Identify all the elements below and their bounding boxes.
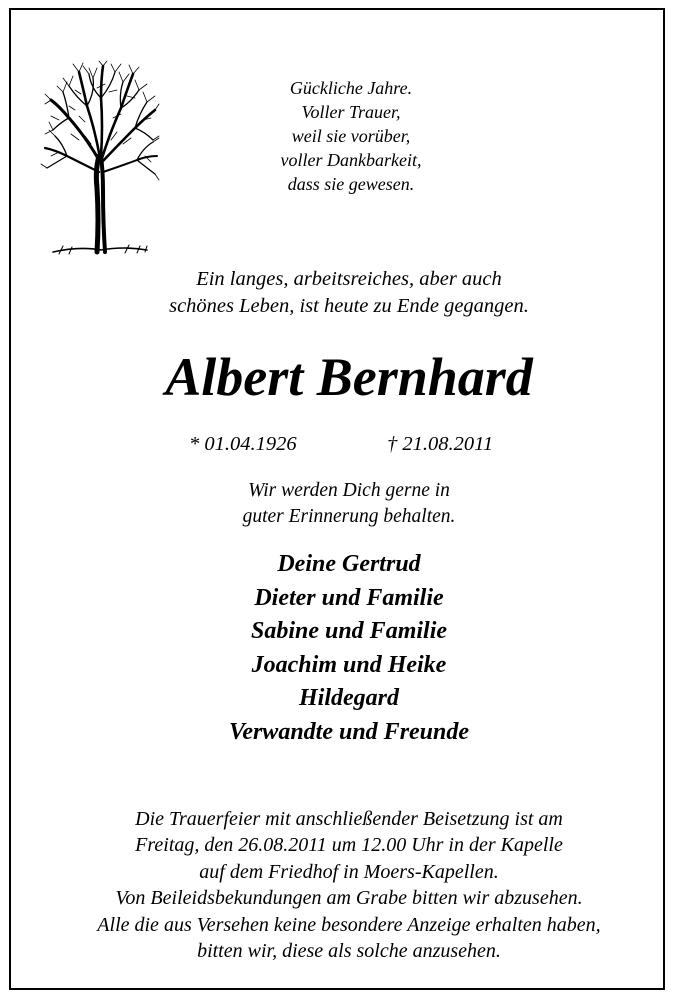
intro-line: schönes Leben, ist heute zu Ende gegangen. (169, 295, 529, 317)
birth-date: * 01.04.1926 (189, 433, 297, 455)
intro-line: Ein langes, arbeitsreiches, aber auch (196, 268, 502, 290)
poem-line: dass sie gewesen. (287, 174, 415, 194)
obituary-frame (9, 8, 665, 990)
poem-line: Gückliche Jahre. (289, 78, 413, 98)
life-dates (131, 430, 567, 458)
mourner-name: Sabine und Familie (250, 618, 448, 644)
notice-line: Alle die aus Versehen keine besondere Anzeige erhalten haben, (97, 913, 601, 936)
poem-verse (241, 76, 461, 196)
death-date: † 21.08.2011 (387, 433, 494, 455)
notice-line: bitten wir, diese als solche anzusehen. (197, 940, 501, 963)
mourner-name: Hildegard (299, 685, 399, 711)
poem-line: weil sie vorüber, (291, 126, 411, 146)
mourner-name: Deine Gertrud (277, 551, 421, 577)
memory-line: guter Erinnerung behalten. (242, 506, 456, 527)
mourner-name: Joachim und Heike (251, 651, 447, 678)
memory-line: Wir werden Dich gerne in (248, 480, 450, 501)
notice-line: Freitag, den 26.08.2011 um 12.00 Uhr in der Kapelle (135, 834, 563, 857)
funeral-notice (35, 806, 663, 964)
notice-line: auf dem Friedhof in Moers-Kapellen. (199, 860, 499, 883)
mourner-name: Verwandte und Freunde (228, 718, 470, 745)
poem-line: voller Dankbarkeit, (280, 150, 422, 170)
poem-line: Voller Trauer, (301, 102, 401, 122)
mourners-list (131, 548, 567, 749)
memory-text (151, 478, 547, 530)
mourner-name: Dieter und Familie (254, 584, 444, 611)
notice-line: Von Beileidsbekundungen am Grabe bitten wir abzusehen. (115, 887, 583, 910)
bare-tree-icon (39, 60, 161, 258)
deceased-name: Albert Bernhard (165, 347, 533, 407)
notice-line: Die Trauerfeier mit anschließender Beisetzung ist am (135, 808, 563, 830)
intro-text (91, 266, 607, 320)
